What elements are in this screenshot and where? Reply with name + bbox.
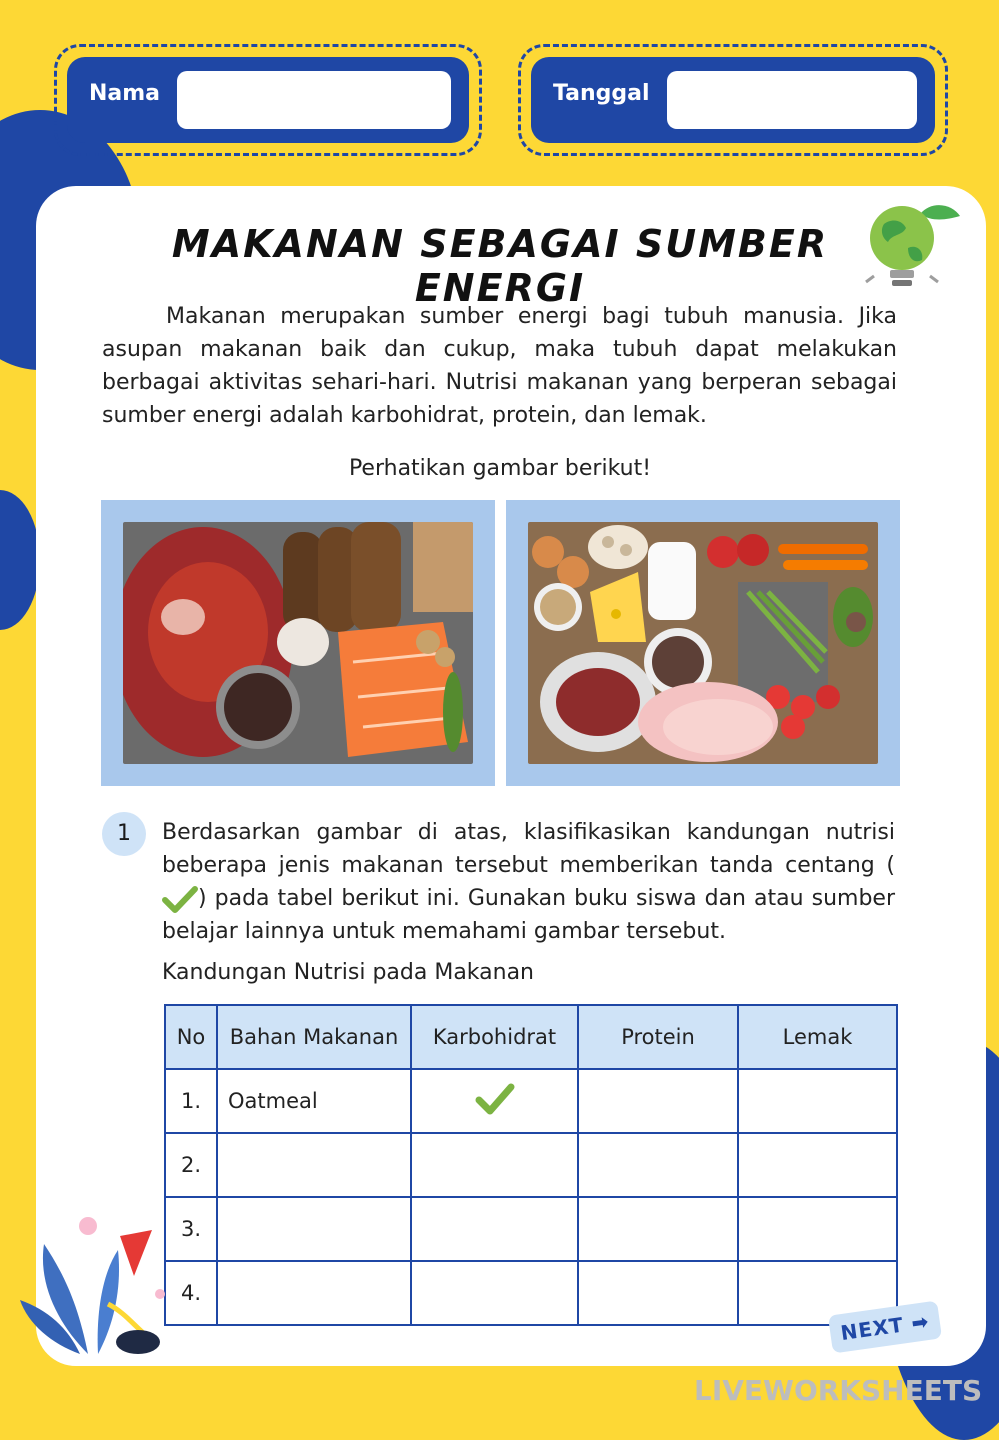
question-text-before: Berdasarkan gambar di atas, klasifikasikan kandungan nutrisi beberapa jenis makanan tersebut memberikan tanda centang (	[162, 820, 895, 878]
table-row	[165, 1197, 897, 1261]
cell-protein[interactable]	[578, 1133, 738, 1197]
name-label: Nama	[89, 81, 161, 106]
cell-karbohidrat[interactable]	[411, 1069, 578, 1133]
name-field-box	[54, 44, 482, 156]
header-bahan-makanan: Bahan Makanan	[217, 1005, 411, 1069]
cell-karbohidrat[interactable]	[411, 1261, 578, 1325]
table-row	[165, 1069, 897, 1133]
question-text	[162, 816, 895, 948]
cell-protein[interactable]	[578, 1069, 738, 1133]
row-number: 3.	[165, 1197, 217, 1261]
header-lemak: Lemak	[738, 1005, 897, 1069]
cell-karbohidrat[interactable]	[411, 1133, 578, 1197]
row-food[interactable]	[217, 1133, 411, 1197]
date-field-panel	[531, 57, 935, 143]
next-label: NEXT	[839, 1312, 906, 1346]
name-input[interactable]	[177, 71, 451, 129]
question-text-after: ) pada tabel berikut ini. Gunakan buku siswa dan atau sumber belajar lainnya untuk memahami gambar tersebut.	[162, 886, 895, 944]
arrow-right-icon: ➡	[909, 1308, 931, 1336]
header-protein: Protein	[578, 1005, 738, 1069]
cell-lemak[interactable]	[738, 1197, 897, 1261]
food-photo-frame-2	[506, 500, 900, 786]
brand-watermark: LIVEWORKSHEETS	[694, 1374, 983, 1407]
row-food[interactable]	[217, 1261, 411, 1325]
question-number-badge: 1	[102, 812, 146, 856]
row-number: 1.	[165, 1069, 217, 1133]
globe-bulb-icon	[862, 198, 962, 298]
food-photo-meat-bread-salmon	[123, 522, 473, 764]
row-number: 2.	[165, 1133, 217, 1197]
header-karbohidrat: Karbohidrat	[411, 1005, 578, 1069]
date-label: Tanggal	[553, 81, 650, 106]
page-title: MAKANAN SEBAGAI SUMBER ENERGI	[171, 222, 829, 310]
table-header-row	[165, 1005, 897, 1069]
food-photo-assorted	[528, 522, 878, 764]
table-caption: Kandungan Nutrisi pada Makanan	[162, 960, 535, 985]
cell-protein[interactable]	[578, 1197, 738, 1261]
row-food[interactable]: Oatmeal	[217, 1069, 411, 1133]
name-field-panel	[67, 57, 469, 143]
date-field-box	[518, 44, 948, 156]
food-photo-frame-1	[101, 500, 495, 786]
table-row	[165, 1133, 897, 1197]
cell-lemak[interactable]	[738, 1133, 897, 1197]
cell-lemak[interactable]	[738, 1069, 897, 1133]
intro-paragraph-text: Makanan merupakan sumber energi bagi tubuh manusia. Jika asupan makanan baik dan cukup, maka tubuh dapat melakukan berbagai aktivitas sehari-hari. Nutrisi makanan yang berperan sebagai sumber energi adalah karbohidrat, protein, dan lemak.	[102, 304, 897, 428]
check-icon	[162, 885, 198, 913]
check-icon	[475, 1082, 515, 1116]
row-food[interactable]	[217, 1197, 411, 1261]
intro-paragraph	[102, 300, 897, 432]
cell-protein[interactable]	[578, 1261, 738, 1325]
decor-leaves	[18, 1214, 178, 1364]
table-row	[165, 1261, 897, 1325]
decor-blob-mid-left	[0, 490, 40, 630]
row-number: 4.	[165, 1261, 217, 1325]
nutrition-table	[164, 1004, 898, 1326]
date-input[interactable]	[667, 71, 917, 129]
header-no: No	[165, 1005, 217, 1069]
observe-prompt: Perhatikan gambar berikut!	[348, 456, 652, 481]
cell-karbohidrat[interactable]	[411, 1197, 578, 1261]
